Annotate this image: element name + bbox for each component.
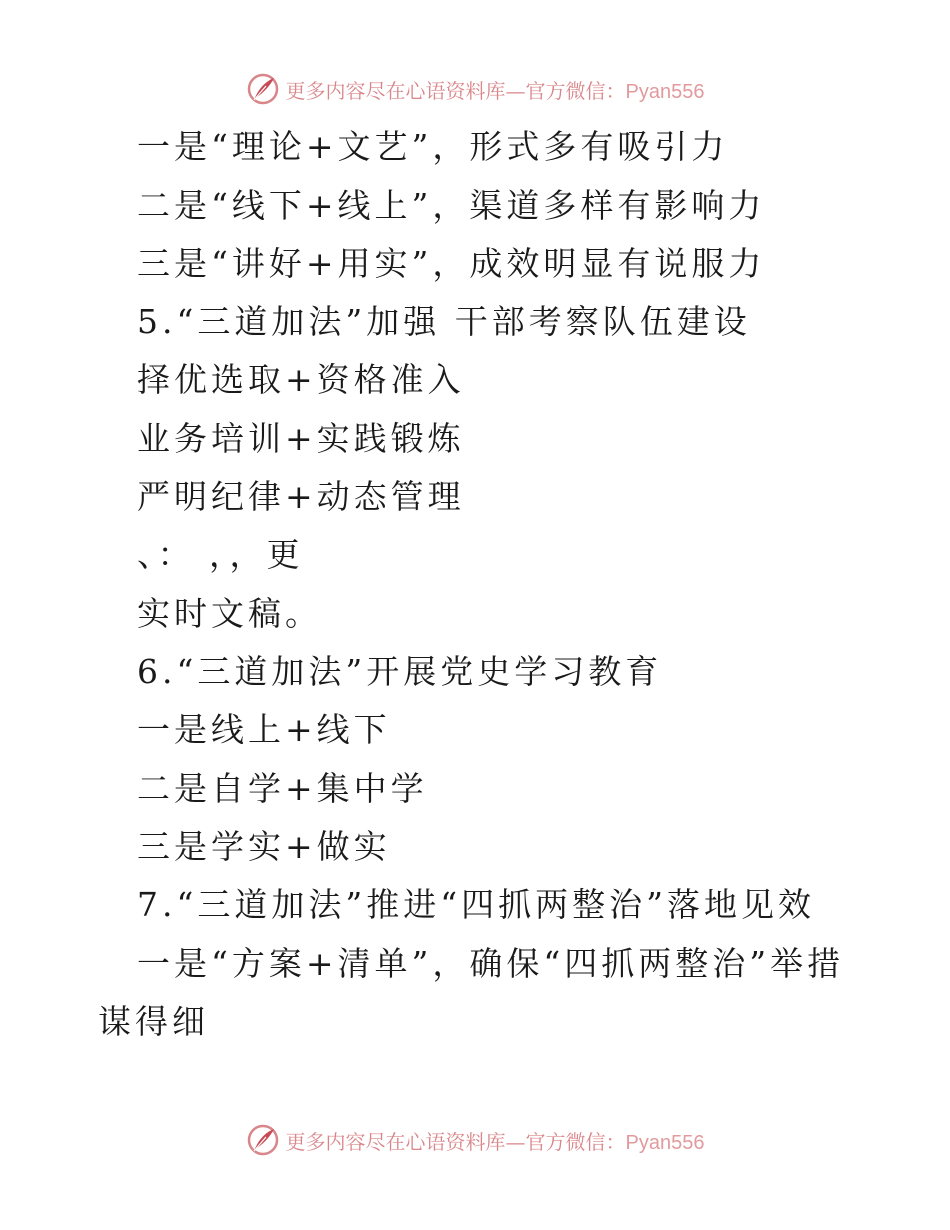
text-line: 三是学实+做实 [137, 827, 391, 866]
watermark-text-cn: 更多内容尽在心语资料库—官方微信： [285, 78, 626, 103]
text-line: 业务培训+实践锻炼 [137, 419, 465, 458]
watermark-text-cn: 更多内容尽在心语资料库—官方微信： [285, 1129, 626, 1154]
text-line: 择优选取+资格准入 [137, 360, 465, 399]
watermark-wechat-id: Pyan556 [625, 80, 705, 103]
feather-logo-icon [246, 72, 280, 106]
text-line-continuation: 谋得细 [98, 1002, 209, 1041]
text-line: 实时文稿。 [137, 594, 322, 633]
section-heading: 7.“三道加法”推进“四抓两整治”落地见效 [137, 885, 815, 924]
text-line: 一是线上+线下 [137, 710, 391, 749]
feather-logo-icon [246, 1123, 280, 1157]
watermark-text [286, 1126, 705, 1155]
footer-watermark [0, 1123, 950, 1157]
section-heading: 6.“三道加法”开展党史学习教育 [137, 652, 663, 691]
text-line: 二是自学+集中学 [137, 769, 428, 808]
header-watermark [0, 72, 950, 106]
text-line: 一是“方案+清单”，确保“四抓两整治”举措 [137, 944, 845, 983]
watermark-text [286, 75, 705, 104]
text-line: 严明纪律+动态管理 [137, 477, 465, 516]
section-heading: 5.“三道加法”加强 干部考察队伍建设 [137, 302, 751, 341]
text-line: 三是“讲好+用实”，成效明显有说服力 [137, 244, 766, 283]
text-line: 二是“线下+线上”，渠道多样有影响力 [137, 186, 766, 225]
text-line: 一是“理论+文艺”，形式多有吸引力 [137, 127, 729, 166]
watermark-wechat-id: Pyan556 [625, 1131, 705, 1154]
text-line: 、： ，，更 [137, 535, 304, 574]
